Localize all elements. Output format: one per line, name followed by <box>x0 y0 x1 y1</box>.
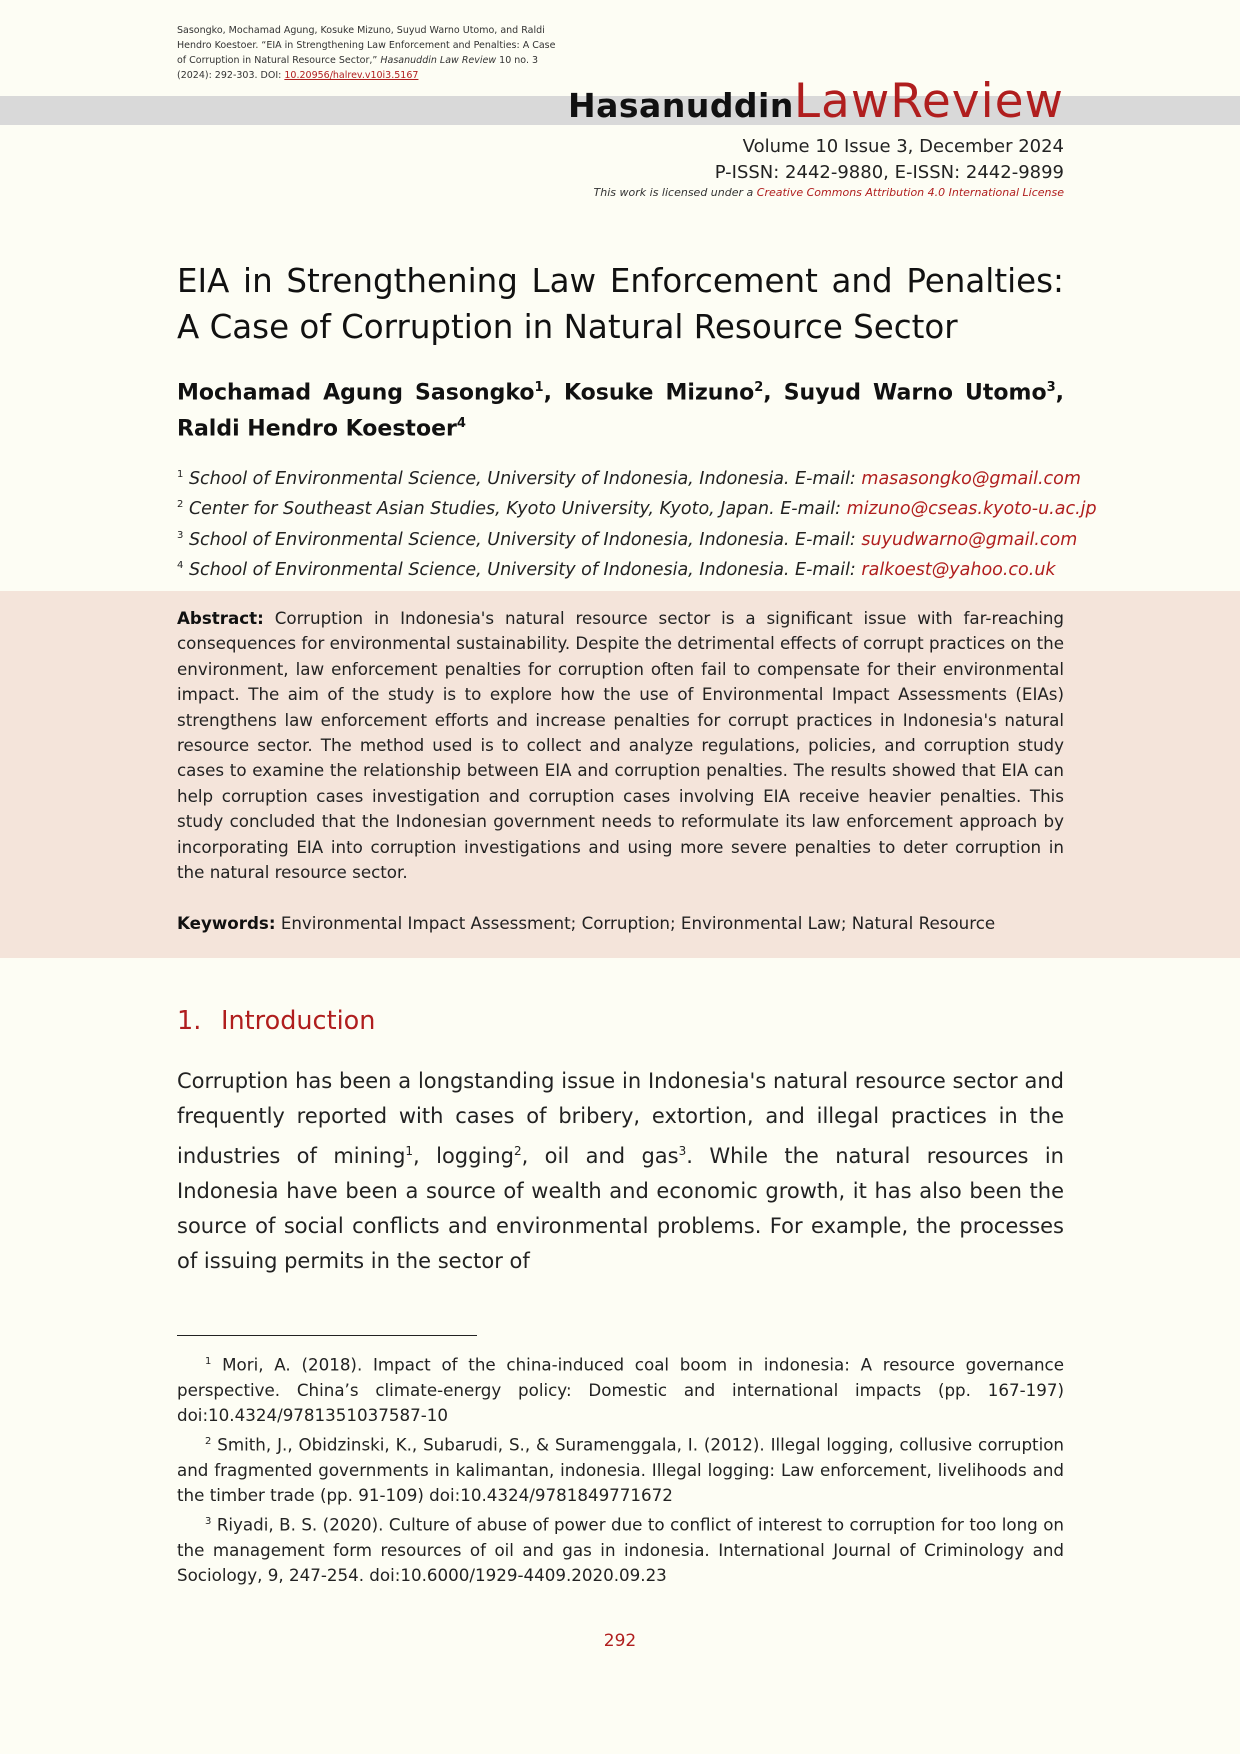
affiliation-row <box>177 462 1081 492</box>
affiliation-text: School of Environmental Science, University of Indonesia, Indonesia. E-mail: <box>188 529 856 550</box>
section-title: Introduction <box>221 1006 376 1036</box>
footnote-text: Mori, A. (2018). Impact of the china-induced coal boom in indonesia: A resource governance perspective. China’s climate-energy policy: Domestic and international impacts (pp. 167-197) doi:10.4324/9781351037587-10 <box>177 1354 1064 1426</box>
author-mark: 4 <box>456 416 466 432</box>
citation-authors: Sasongko, Mochamad Agung, Kosuke Mizuno, Suyud Warno Utomo, and Raldi Hendro Koestoer. <box>177 25 545 51</box>
author-mark: 3 <box>1046 380 1056 395</box>
affiliation-email[interactable]: masasongko@gmail.com <box>861 468 1081 489</box>
license-prefix: This work is licensed under a <box>593 186 754 199</box>
affiliation-text: School of Environmental Science, University of Indonesia, Indonesia. E-mail: <box>188 468 856 489</box>
affiliation-mark: 1 <box>177 469 184 480</box>
footnote <box>177 1429 1064 1509</box>
citation-block <box>177 23 557 83</box>
affiliation-email[interactable]: suyudwarno@gmail.com <box>861 529 1078 550</box>
footnote-mark: 2 <box>205 1435 212 1447</box>
paragraph-text: Corruption has been a longstanding issue in Indonesia's natural resource sector and frequently reported with cases of bribery, extortion, and illegal practices in the industries of <box>177 1069 1064 1168</box>
author-list: Mochamad Agung Sasongko$^1$, Kosuke Mizuno$^2$, Suyud Warno Utomo$^3$, Raldi Hendro Koestoer$^4$ <box>177 380 1064 442</box>
affiliation-text: Center for Southeast Asian Studies, Kyoto University, Kyoto, Japan. E-mail: <box>188 499 842 520</box>
footnotes <box>177 1349 1064 1588</box>
section-heading <box>177 1006 375 1036</box>
author-mark: 1 <box>534 380 544 395</box>
footnote-ref[interactable]: 3 <box>678 1144 687 1158</box>
paragraph-text: oil and gas <box>544 1144 679 1168</box>
keywords-text: Environmental Impact Assessment; Corruption; Environmental Law; Natural Resource <box>280 913 996 933</box>
footnote-ref[interactable]: 1 <box>405 1144 414 1158</box>
citation-article-title: “EIA in Strengthening Law Enforcement and Penalties: A Case of Corruption in Natural Resource Sector,” <box>177 40 556 66</box>
footnote-divider <box>177 1335 477 1336</box>
license-link[interactable]: Creative Commons Attribution 4.0 International License <box>756 186 1064 199</box>
citation-doi-link[interactable]: 10.20956/halrev.v10i3.5167 <box>284 70 419 81</box>
affiliations <box>177 462 1097 583</box>
author-name: Mochamad Agung Sasongko <box>177 380 535 406</box>
affiliation-mark: 4 <box>177 559 184 571</box>
author-name: Suyud Warno Utomo <box>783 380 1047 406</box>
section-number: 1. <box>177 1006 202 1036</box>
paragraph-text: mining <box>333 1144 406 1168</box>
body-paragraph: Corruption has been a longstanding issue in Indonesia's natural resource sector and frequently reported with cases of bribery, extortion, and illegal practices in the industries of mining$^1$, logging$^2$, oil and gas$^3$. While the natural resources in Indonesia have been a source of wealth and economic growth, it has also been the source of social conflicts and environmental problems. For example, the processes of issuing permits in the sector of <box>177 1069 1064 1273</box>
footnote-mark: 3 <box>205 1515 212 1527</box>
citation-journal: Hasanuddin Law Review <box>380 55 497 66</box>
citation-issue: 10 no. 3 (2024): 292-303. DOI: <box>177 55 539 81</box>
author-name: Raldi Hendro Koestoer <box>177 416 457 442</box>
footnote-ref[interactable]: 2 <box>513 1144 522 1158</box>
volume-info: Volume 10 Issue 3, December 2024 <box>742 136 1064 157</box>
license-note <box>594 186 1064 199</box>
abstract <box>177 606 1064 885</box>
affiliation-email[interactable]: ralkoest@yahoo.co.uk <box>861 559 1056 580</box>
paragraph-text: logging <box>436 1144 514 1168</box>
article-title: EIA in Strengthening Law Enforcement and Penalties: A Case of Corruption in Natural Resource Sector <box>177 262 1064 346</box>
footnote-text: Smith, J., Obidzinski, K., Subarudi, S., & Suramenggala, I. (2012). Illegal logging, collusive corruption and fragmented governments in kalimantan, indonesia. Illegal logging: Law enforcement, livelihoods and the timber trade (pp. 91-109) doi:10.4324/9781849771672 <box>177 1434 1064 1506</box>
affiliation-row <box>177 492 1097 522</box>
author-name: Kosuke Mizuno <box>563 380 755 406</box>
page-number: 292 <box>603 1631 637 1651</box>
affiliation-row <box>177 523 1077 553</box>
issn-info: P-ISSN: 2442-9880, E-ISSN: 2442-9899 <box>714 162 1064 183</box>
affiliation-row <box>177 553 1077 583</box>
affiliation-text: School of Environmental Science, University of Indonesia, Indonesia. E-mail: <box>188 559 856 580</box>
journal-logo <box>568 74 1064 129</box>
affiliation-email[interactable]: mizuno@cseas.kyoto-u.ac.jp <box>846 499 1097 520</box>
keywords <box>177 911 1064 936</box>
paragraph-text: . While the natural resources in Indonesia have been a source of wealth and economic growth, it has also been the source of social conflicts and environmental problems. For example, the processes of issuing permits in the sector of <box>177 1144 1064 1273</box>
footnote <box>177 1349 1064 1429</box>
abstract-text: Corruption in Indonesia's natural resource sector is a significant issue with far-reaching consequences for environmental sustainability. Despite the detrimental effects of corrupt practices on the environment, law enforcement penalties for corruption often fail to compensate for their environmental impact. The aim of the study is to explore how the use of Environmental Impact Assessments (EIAs) strengthens law enforcement efforts and increase penalties for corrupt practices in Indonesia's natural resource sector. The method used is to collect and analyze regulations, policies, and corruption study cases to examine the relationship between EIA and corruption penalties. The results showed that EIA can help corruption cases investigation and corruption cases involving EIA receive heavier penalties. This study concluded that the Indonesian government needs to reformulate its law enforcement approach by incorporating EIA into corruption investigations and using more severe penalties to deter corruption in the natural resource sector. <box>177 608 1064 883</box>
affiliation-mark: 3 <box>177 529 184 541</box>
author-mark: 2 <box>754 380 764 395</box>
footnote-mark: 1 <box>205 1356 212 1367</box>
logo-hasanuddin: Hasanuddin <box>568 86 794 125</box>
abstract-label: Abstract: <box>177 608 264 628</box>
footnote-text: Riyadi, B. S. (2020). Culture of abuse of power due to conflict of interest to corruption for too long on the management form resources of oil and gas in indonesia. International Journal of Criminology and Sociology, 9, 247-254. doi:10.6000/1929-4409.2020.09.23 <box>177 1514 1064 1585</box>
affiliation-mark: 2 <box>177 499 184 511</box>
keywords-label: Keywords: <box>177 913 276 933</box>
logo-lawreview: LawReview <box>793 74 1064 129</box>
footnote <box>177 1509 1064 1589</box>
